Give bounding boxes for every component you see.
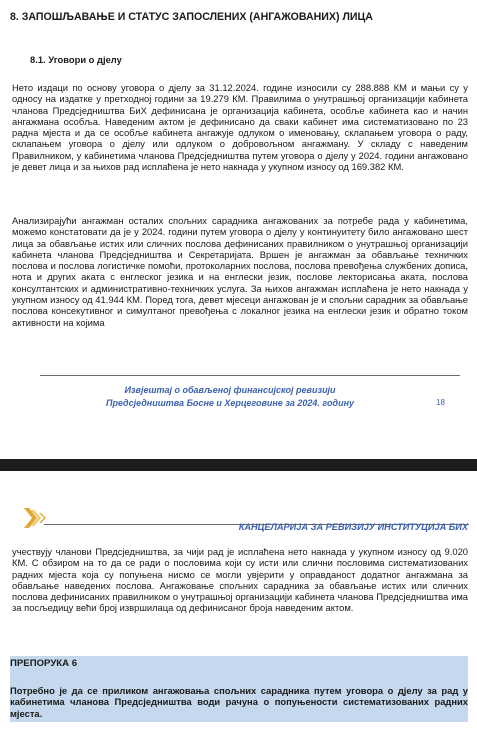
footer-report-subtitle: Предсједништва Босне и Херцеговине за 2024. годину <box>105 398 355 408</box>
header-institution-title: КАНЦЕЛАРИЈА ЗА РЕВИЗИЈУ ИНСТИТУЦИЈА БИХ <box>238 522 468 532</box>
recommendation-text: Потребно је да се приликом ангажовања спољних сарадника путем уговора о дјелу за рад у кабинетима чланова Предсједништва води рачуна о попуњености систематизованих радних мјеста. <box>10 685 468 719</box>
paragraph-contract-expenses: Нето издаци по основу уговора о дјелу за 31.12.2024. године износили су 288.888 КМ и мањи су у односу на издатке у претходној години за 19.279 КМ. Правилима о унутрашњој организацији кабинета чланова Предсједништва БиХ дефинисана је организација кабинета, особље кабинета као и начин ангажмана особља. Наведеним актом је дефинисано да сваки кабинет има систематизовано по 23 радна мјеста и да се особље кабинета ангажује одлуком о именовању, склапањем уговора о раду, склапањем уговора о дјелу или одлуком о добровољном ангажману. У складу с наведеним Правилником, у кабинетима чланова Предсједништва путем уговора о дјелу у 2024. години ангажовано је девет лица и за њихов рад исплаћена је нето накнада у укупном износу од 169.382 КМ. <box>12 82 468 173</box>
page-separator <box>0 459 477 471</box>
page-top-margin <box>0 471 477 495</box>
section-heading: 8. ЗАПОШЉАВАЊЕ И СТАТУС ЗАПОСЛЕНИХ (АНГАЖОВАНИХ) ЛИЦА <box>10 11 373 23</box>
footer-divider <box>40 375 460 376</box>
footer-report-title: Извјештај о обављеној финансијској ревизији <box>124 385 336 395</box>
recommendation-title: ПРЕПОРУКА 6 <box>10 658 78 669</box>
paragraph-continuation: учествују чланови Предсједништва, за чији рад је исплаћена нето накнада у укупном износу од 9.020 КМ. С обзиром на то да се ради о пословима који су исти или слични пословима систематизованих радних мјеста која су попуњена нисмо се могли увјерити у оправданост додатног ангажмана за обављање наведених послова. Ангажовање спољних сарадника за обављање истих или сличних послова дефинисаних правилником о унутрашњој организацији кабинета чланова Предсједништва има за посљедицу већи број извршилаца од дефинисаног броја наведеним актом. <box>12 546 468 614</box>
paragraph-external-associates: Анализирајући ангажман осталих спољних сарадника ангажованих за потребе рада у кабинетима, можемо констатовати да је у 2024. години путем уговора о дјелу у континуитету било ангажовано шест лица за обављање истих или сличних послова дефинисаних правилником о унутрашњој организацији кабинета чланова Предсједништва и Секретаријата. Вршен је ангажман за обављање техничких послова и послова логистичке помоћи, протоколарних послова, послова превођења службених дописа, нота и других аката с енглеског језика и на енглески језик, послове лекторисања аката, послова консултантских и административно-техничких услуга. За њихов ангажман исплаћена је нето накнада у укупном износу од 41.944 КМ. Поред тога, девет мјесеци ангажован је и спољни сарадник за обављање послова консекутивног и симултаног превођења с локалног језика на енглески језик и обратно током активности на којима <box>12 215 468 328</box>
subsection-heading: 8.1. Уговори о дјелу <box>30 54 122 65</box>
audit-office-logo-icon <box>20 502 50 532</box>
recommendation-box <box>10 656 468 722</box>
page-number: 18 <box>436 398 445 407</box>
